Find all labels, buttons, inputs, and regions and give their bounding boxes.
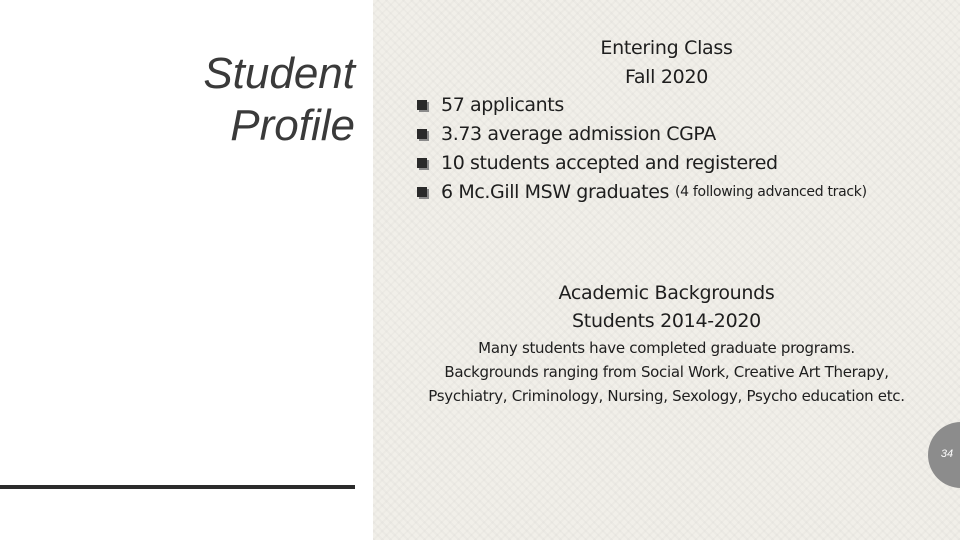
title-divider [0, 485, 355, 489]
content-pane [373, 0, 960, 540]
entering-class-heading [373, 34, 960, 92]
left-pane [0, 0, 373, 540]
list-item [417, 90, 867, 119]
bullet-text: 10 students accepted and registered [441, 151, 778, 174]
slide-title-line-1: Student [203, 49, 355, 98]
entering-heading-line-1: Entering Class [600, 37, 733, 59]
paragraph-line: Many students have completed graduate programs. [478, 339, 855, 357]
square-bullet-icon [417, 187, 427, 197]
square-bullet-icon [417, 158, 427, 168]
page-number: 34 [940, 448, 954, 460]
academic-backgrounds-text [373, 336, 960, 408]
bullet-note: (4 following advanced track) [675, 183, 867, 200]
list-item [417, 148, 867, 177]
entering-heading-line-2: Fall 2020 [624, 66, 709, 88]
academic-heading-line-2: Students 2014-2020 [572, 310, 761, 332]
entering-class-list [417, 90, 867, 206]
paragraph-line: Psychiatry, Criminology, Nursing, Sexology, Psycho education etc. [428, 387, 905, 405]
academic-heading-line-1: Academic Backgrounds [558, 282, 775, 304]
square-bullet-icon [417, 129, 427, 139]
bullet-text: 57 applicants [441, 93, 564, 116]
slide-title [203, 48, 355, 152]
square-bullet-icon [417, 100, 427, 110]
bullet-text: 3.73 average admission CGPA [441, 122, 716, 145]
list-item [417, 119, 867, 148]
paragraph-line: Backgrounds ranging from Social Work, Creative Art Therapy, [444, 363, 889, 381]
slide-title-line-2: Profile [230, 101, 355, 150]
bullet-text: 6 Mc.Gill MSW graduates [441, 180, 669, 203]
list-item [417, 177, 867, 206]
academic-backgrounds-heading [373, 279, 960, 335]
